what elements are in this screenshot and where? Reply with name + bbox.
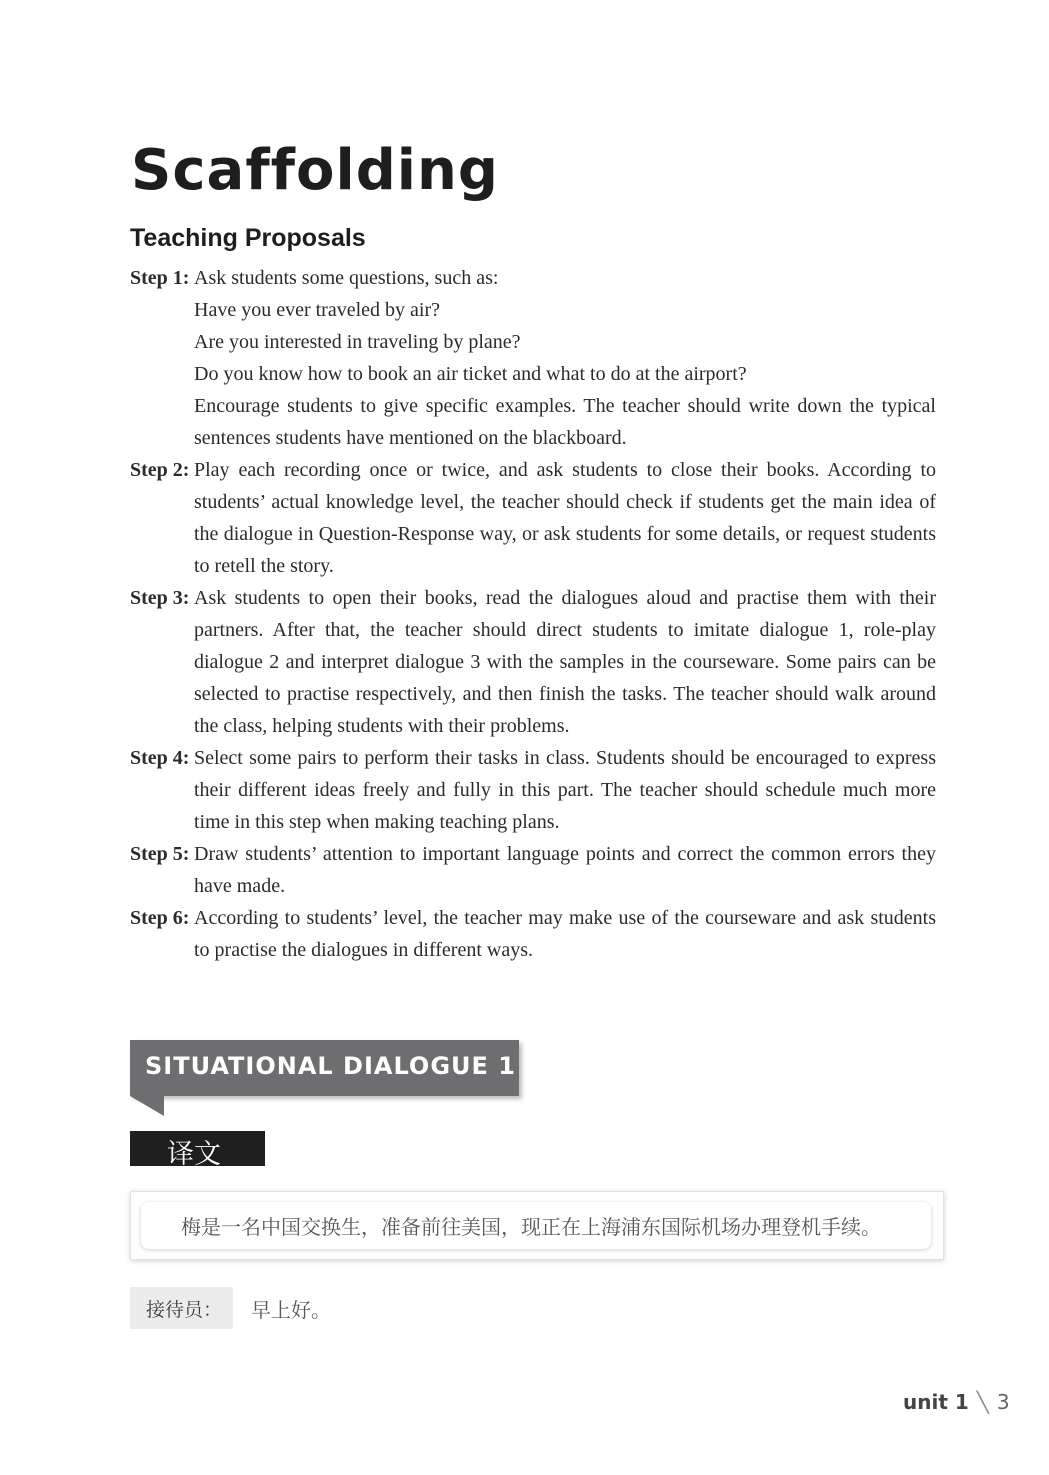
speaker-label: 接待员： (146, 1299, 223, 1321)
step-body (194, 742, 936, 838)
step-label: Step 3: (130, 587, 190, 609)
page-number: 3 (996, 1390, 1010, 1414)
step-text: Draw students’ attention to important language points and correct the common errors they have made. (194, 843, 936, 897)
step-body (194, 582, 936, 742)
step-label: Step 6: (130, 907, 190, 929)
step-text: Do you know how to book an air ticket and what to do at the airport? (194, 363, 747, 385)
step-text: Encourage students to give specific examples. The teacher should write down the typical sentences students have mentioned on the blackboard. (194, 395, 936, 449)
step-body (194, 454, 936, 582)
page-title: Scaffolding (131, 138, 499, 203)
step-3 (130, 582, 936, 742)
step-body (194, 902, 936, 966)
step-text: Ask students some questions, such as: (194, 267, 499, 289)
step-text: Have you ever traveled by air? (194, 299, 440, 321)
footer-separator: ╲ (976, 1390, 989, 1414)
step-label: Step 1: (130, 267, 190, 289)
translation-tab-label: 译文 (167, 1139, 221, 1170)
step-text: Play each recording once or twice, and ask students to close their books. According to students’ actual knowledge level, the teacher should check if students get the main idea of the dialogue in Question-Response way, or ask students for some details, or request students to retell the story. (194, 459, 936, 577)
step-text: Are you interested in traveling by plane? (194, 331, 521, 353)
unit-label: unit 1 (903, 1390, 969, 1414)
page-footer (903, 1390, 1010, 1414)
step-text: Ask students to open their books, read the dialogues aloud and practise them with their partners. After that, the teacher should direct students to imitate dialogue 1, role-play dialogue 2 and interpret dialogue 3 with the samples in the courseware. Some pairs can be selected to practise respectively, and then finish the tasks. The teacher should walk around the class, helping students with their problems. (194, 587, 936, 737)
translation-tab (130, 1131, 265, 1170)
step-4 (130, 742, 936, 838)
step-5 (130, 838, 936, 902)
step-text: According to students’ level, the teacher may make use of the courseware and ask students to practise the dialogues in different ways. (194, 907, 936, 961)
scene-description-box (130, 1191, 944, 1260)
step-label: Step 2: (130, 459, 190, 481)
step-body (194, 838, 936, 902)
section-subtitle: Teaching Proposals (130, 224, 366, 252)
scene-description-inner (141, 1202, 931, 1249)
banner-title: SITUATIONAL DIALOGUE 1 (145, 1052, 516, 1080)
dialogue-line: 早上好。 (251, 1298, 331, 1322)
step-2 (130, 454, 936, 582)
speaker-label-box (130, 1287, 233, 1329)
situational-dialogue-banner (130, 1040, 519, 1096)
step-label: Step 4: (130, 747, 190, 769)
step-6 (130, 902, 936, 966)
step-text: Select some pairs to perform their tasks in class. Students should be encouraged to express their different ideas freely and fully in this part. The teacher should schedule much more time in this step when making teaching plans. (194, 747, 936, 833)
scene-description-text: 梅是一名中国交换生，准备前往美国，现正在上海浦东国际机场办理登机手续。 (181, 1215, 881, 1239)
step-1 (130, 262, 936, 454)
step-label: Step 5: (130, 843, 190, 865)
banner-fold-corner (130, 1096, 164, 1116)
teaching-steps (130, 262, 936, 966)
step-body (194, 262, 936, 454)
